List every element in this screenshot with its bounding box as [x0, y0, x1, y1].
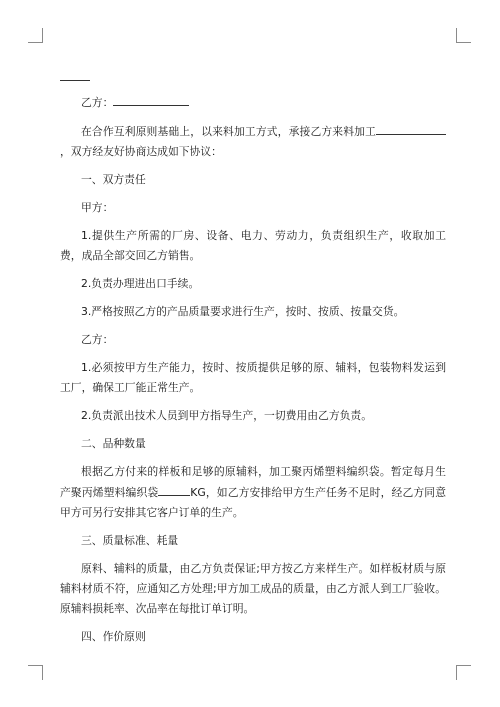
party-b-label: 乙方： [81, 96, 114, 109]
header-rule [60, 80, 90, 81]
section-3-heading: 三、质量标准、耗量 [81, 534, 179, 547]
section-4-heading: 四、作价原则 [81, 630, 146, 643]
party-b-blank [113, 92, 189, 106]
section-1-heading: 一、双方责任 [81, 173, 146, 186]
party-a-duty-3: 3.严格按照乙方的产品质量要求进行生产，按时、按质、按量交货。 [81, 305, 405, 318]
intro-paragraph: 在合作互利原则基础上，以来料加工方式，承接乙方来料加工，双方经友好协商达成如下协议： [60, 121, 446, 162]
crop-mark-bottom-left [28, 665, 43, 680]
document-body [60, 92, 446, 655]
party-b-line [60, 92, 446, 113]
crop-mark-top-left [28, 28, 43, 43]
crop-mark-top-right [456, 28, 471, 43]
party-b-label-2: 乙方： [81, 333, 114, 346]
section-2-body: 根据乙方付来的样板和足够的原辅料，加工聚丙烯塑料编织袋。暂定每月生产聚丙烯塑料编织袋 KG，如乙方安排给甲方生产任务不足时，经乙方同意甲方可另行安排其它客户订单的生产。 [60, 465, 447, 519]
crop-mark-bottom-right [456, 665, 471, 680]
processing-item-blank [376, 121, 446, 135]
party-b-duty-2: 2.负责派出技术人员到甲方指导生产，一切费用由乙方负责。 [81, 409, 373, 422]
party-b-duty-1: 1.必须按甲方生产能力，按时、按质提供足够的原、辅料，包装物料发运到工厂，确保工厂能正常生产。 [60, 361, 446, 394]
party-a-label: 甲方： [81, 201, 114, 214]
party-a-duty-1: 1.提供生产所需的厂房、设备、电力、劳动力，负责组织生产，收取加工费，成品全部交回乙方销售。 [60, 229, 446, 262]
section-3-body: 原料、辅料的质量，由乙方负责保证;甲方按乙方来样生产。如样板材质与原辅料材质不符，应通知乙方处理;甲方加工成品的质量，由乙方派人到工厂验收。原辅料损耗率、次品率在每批订单订明。 [60, 562, 446, 615]
quantity-blank [158, 482, 190, 496]
party-a-duty-2: 2.负责办理进出口手续。 [81, 277, 200, 290]
section-2-heading: 二、品种数量 [81, 437, 146, 450]
